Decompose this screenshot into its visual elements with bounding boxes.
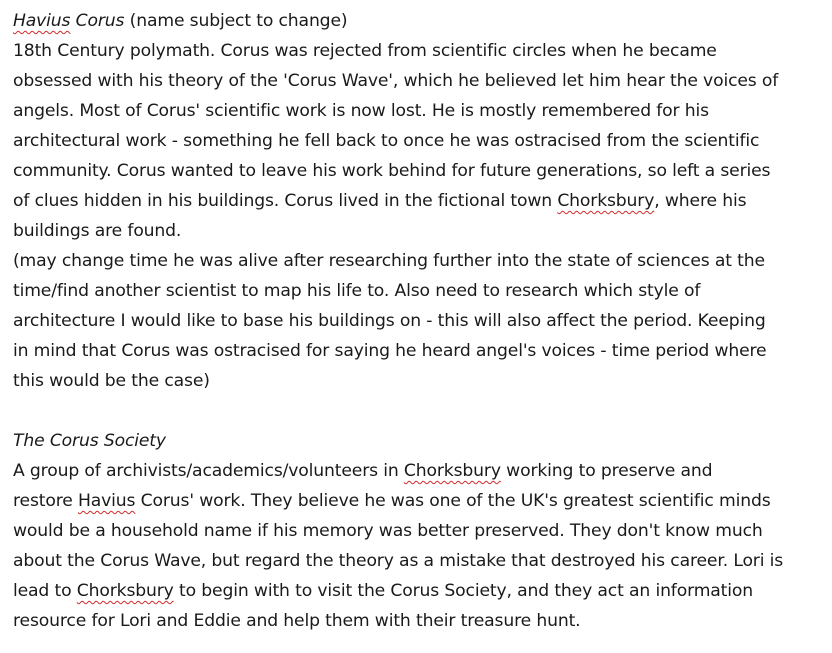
section-heading-corus-society: The Corus Society (13, 431, 166, 451)
misspelled-word[interactable]: Chorksbury (557, 191, 655, 211)
text-line: architecture I would like to base his buildings on - this will also affect the period. Keeping (13, 311, 766, 331)
text-line (13, 186, 818, 216)
text-line (13, 456, 818, 486)
text-segment: Corus' work. They believe he was one of the UK's greatest scientific minds (135, 491, 771, 511)
text-line: obsessed with his theory of the 'Corus Wave', which he believed let him hear the voices of (13, 71, 779, 91)
text-line (13, 576, 818, 606)
text-line: resource for Lori and Eddie and help them with their treasure hunt. (13, 611, 581, 631)
misspelled-word[interactable]: Havius (13, 11, 71, 31)
misspelled-word[interactable]: Chorksbury (403, 461, 501, 481)
text-segment: to begin with to visit the Corus Society, and they act an information (173, 581, 753, 601)
text-segment: of clues hidden in his buildings. Corus lived in the fictional town (13, 191, 558, 211)
paragraph-havius-bio (13, 36, 818, 246)
text-line: (may change time he was alive after researching further into the state of sciences at the (13, 251, 765, 271)
text-line: in mind that Corus was ostracised for saying he heard angel's voices - time period where (13, 341, 767, 361)
text-line: buildings are found. (13, 221, 182, 241)
text-line: architectural work - something he fell back to once he was ostracised from the scientific (13, 131, 760, 151)
text-segment: lead to (13, 581, 77, 601)
text-segment: restore (13, 491, 78, 511)
text-segment: working to preserve and (500, 461, 713, 481)
paragraph-research-note (13, 246, 818, 396)
text-segment: A group of archivists/academics/volunteers in (13, 461, 404, 481)
character-name-rest: Corus (70, 11, 125, 31)
text-line: about the Corus Wave, but regard the theory as a mistake that destroyed his career. Lori is (13, 551, 784, 571)
text-line (13, 486, 818, 516)
text-line: community. Corus wanted to leave his work behind for future generations, so left a series (13, 161, 771, 181)
text-segment: , where his (654, 191, 747, 211)
character-heading-havius (13, 6, 818, 36)
misspelled-word[interactable]: Havius (78, 491, 136, 511)
text-line: time/find another scientist to map his life to. Also need to research which style of (13, 281, 701, 301)
text-line: would be a household name if his memory was better preserved. They don't know much (13, 521, 763, 541)
character-name-note: (name subject to change) (124, 11, 348, 31)
misspelled-word[interactable]: Chorksbury (76, 581, 174, 601)
text-line: this would be the case) (13, 371, 210, 391)
paragraph-corus-society (13, 456, 818, 636)
text-line: angels. Most of Corus' scientific work is now lost. He is mostly remembered for his (13, 101, 709, 121)
empty-line (13, 396, 818, 426)
text-line: 18th Century polymath. Corus was rejected from scientific circles when he became (13, 41, 717, 61)
